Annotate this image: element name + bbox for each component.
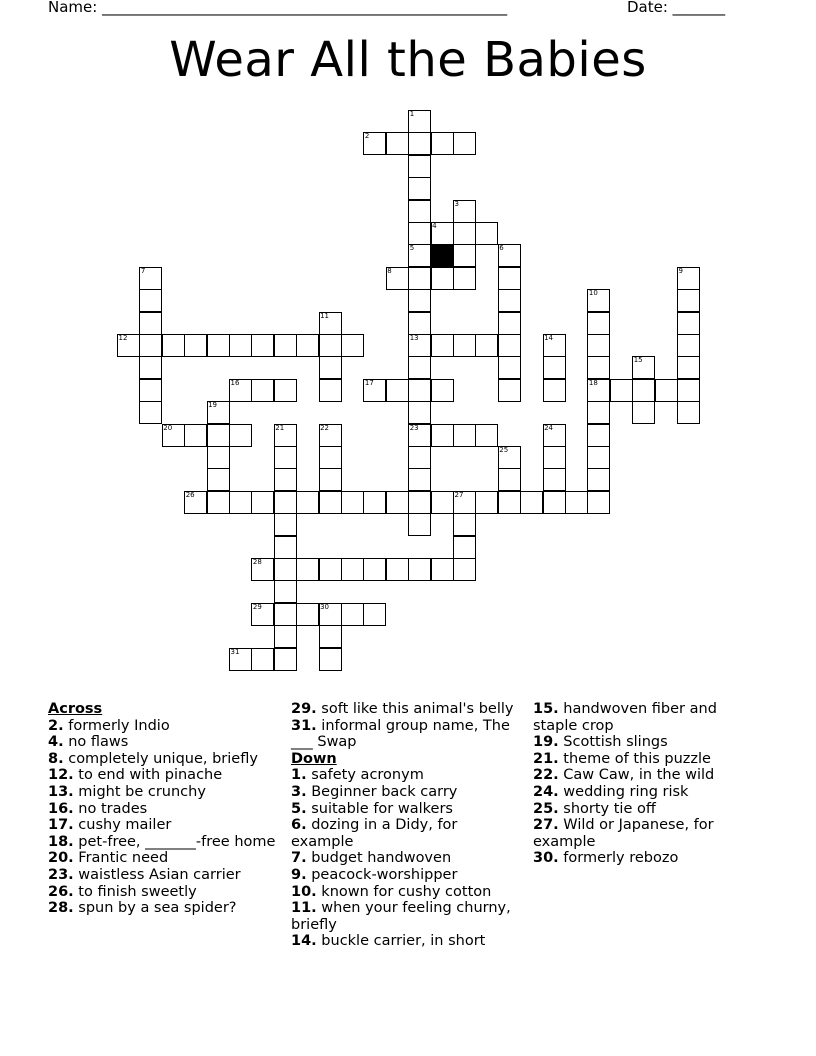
clue-text: completely unique, briefly	[68, 750, 258, 767]
clue-text: soft like this animal's belly	[321, 701, 514, 717]
grid-cell[interactable]	[498, 267, 521, 290]
grid-cell[interactable]	[408, 446, 431, 469]
clue-text: shorty tie off	[563, 800, 656, 817]
down-clue	[533, 701, 733, 734]
grid-number: 18	[588, 378, 598, 387]
grid-cell[interactable]	[408, 491, 431, 514]
grid-cell[interactable]	[587, 356, 610, 379]
grid-cell[interactable]	[139, 401, 162, 424]
grid-cell[interactable]	[363, 603, 386, 626]
grid-number: 6	[499, 244, 504, 253]
clue-text: no trades	[78, 800, 148, 817]
grid-cell[interactable]	[139, 289, 162, 312]
grid-cell[interactable]	[296, 334, 319, 357]
grid-cell[interactable]	[677, 379, 700, 402]
clue-text: budget handwoven	[311, 850, 452, 867]
grid-cell[interactable]	[139, 312, 162, 335]
grid-number: 13	[409, 334, 419, 342]
grid-cell[interactable]	[251, 491, 274, 514]
clue-text: to finish sweetly	[78, 883, 197, 900]
grid-cell[interactable]	[408, 177, 431, 200]
down-clue	[291, 817, 521, 850]
grid-cell[interactable]	[565, 491, 588, 514]
grid-cell[interactable]	[431, 267, 454, 290]
clue-text: when your feeling churny, briefly	[291, 900, 511, 933]
grid-number: 12	[118, 334, 128, 342]
grid-cell[interactable]	[475, 222, 498, 245]
clue-number: 18.	[48, 833, 74, 850]
clue-text: pet-free, _______-free home	[78, 833, 276, 850]
grid-cell[interactable]	[408, 513, 431, 536]
grid-cell[interactable]	[341, 558, 364, 581]
grid-cell[interactable]	[677, 289, 700, 312]
grid-number: 2	[364, 132, 370, 141]
grid-cell[interactable]	[162, 334, 185, 357]
grid-cell[interactable]	[498, 289, 521, 312]
grid-cell[interactable]	[453, 513, 476, 536]
grid-cell[interactable]	[431, 334, 454, 357]
grid-number: 25	[499, 446, 509, 454]
clue-number: 4.	[48, 734, 64, 751]
grid-cell[interactable]	[274, 648, 297, 671]
across-clue	[48, 718, 278, 735]
clue-text: buckle carrier, in short	[321, 933, 486, 950]
grid-number: 3	[454, 199, 459, 208]
grid-cell[interactable]	[453, 132, 476, 155]
grid-cell[interactable]	[184, 334, 207, 357]
clue-number: 24.	[533, 783, 559, 800]
clue-number: 10.	[291, 883, 317, 900]
across-clue	[48, 817, 278, 834]
grid-cell[interactable]	[386, 558, 409, 581]
clue-number: 26.	[48, 883, 74, 900]
clue-number: 20.	[48, 850, 74, 867]
grid-cell[interactable]	[274, 558, 297, 581]
clue-number: 12.	[48, 767, 74, 784]
clue-text: theme of this puzzle	[563, 750, 711, 767]
grid-cell[interactable]	[431, 379, 454, 402]
clue-text: informal group name, The ___ Swap	[291, 717, 510, 751]
clue-text: dozing in a Didy, for example	[291, 817, 458, 850]
clue-text: formerly rebozo	[563, 850, 679, 867]
clue-number: 5.	[291, 800, 307, 817]
grid-cell[interactable]	[184, 424, 207, 447]
grid-cell[interactable]	[274, 625, 297, 648]
grid-number: 21	[275, 423, 285, 432]
grid-cell[interactable]	[229, 424, 252, 447]
grid-number: 23	[409, 423, 419, 432]
grid-cell[interactable]	[475, 424, 498, 447]
grid-cell[interactable]	[408, 312, 431, 335]
down-clue	[291, 767, 521, 784]
down-clue	[291, 867, 521, 884]
clue-number: 8.	[48, 750, 64, 767]
grid-number: 24	[544, 423, 554, 432]
grid-cell[interactable]	[587, 491, 610, 514]
grid-cell[interactable]	[207, 446, 230, 469]
across-heading: Across	[48, 701, 103, 717]
grid-cell[interactable]	[587, 424, 610, 447]
grid-number: 5	[409, 244, 415, 253]
grid-cell[interactable]	[363, 491, 386, 514]
grid-number: 4	[432, 222, 437, 230]
clue-text: waistless Asian carrier	[78, 866, 241, 883]
across-clue	[48, 834, 278, 851]
clue-number: 14.	[291, 933, 317, 950]
grid-cell[interactable]	[408, 468, 431, 491]
clue-text: spun by a sea spider?	[78, 900, 237, 917]
clue-number: 3.	[291, 783, 307, 800]
grid-number: 9	[678, 266, 683, 275]
clue-text: wedding ring risk	[563, 783, 689, 800]
grid-cell[interactable]	[498, 491, 521, 514]
grid-number: 11	[320, 311, 330, 320]
clue-text: handwoven fiber and staple crop	[533, 701, 717, 734]
grid-number: 1	[409, 110, 415, 118]
across-clue	[291, 718, 521, 751]
grid-number: 20	[163, 423, 173, 432]
clue-number: 28.	[48, 900, 74, 917]
across-clue	[48, 884, 278, 901]
grid-cell[interactable]	[543, 446, 566, 469]
grid-cell[interactable]	[251, 334, 274, 357]
grid-cell[interactable]	[319, 334, 342, 357]
grid-cell[interactable]	[296, 491, 319, 514]
clue-number: 11.	[291, 900, 317, 917]
grid-cell[interactable]	[453, 536, 476, 559]
clue-text: might be crunchy	[78, 783, 206, 800]
grid-number: 19	[208, 401, 218, 410]
across-clue	[48, 801, 278, 818]
grid-cell[interactable]	[274, 379, 297, 402]
across-clue	[48, 850, 278, 867]
grid-cell[interactable]	[408, 222, 431, 245]
grid-cell[interactable]	[408, 289, 431, 312]
clue-number: 7.	[291, 850, 307, 867]
grid-cell[interactable]	[587, 446, 610, 469]
grid-cell[interactable]	[319, 558, 342, 581]
across-clue	[48, 867, 278, 884]
grid-cell[interactable]	[408, 132, 431, 155]
across-clue	[48, 734, 278, 751]
across-clue	[48, 784, 278, 801]
grid-cell[interactable]	[408, 401, 431, 424]
grid-black-square	[431, 244, 454, 267]
clue-number: 23.	[48, 866, 74, 883]
grid-number: 31	[230, 647, 240, 656]
clue-text: known for cushy cotton	[321, 883, 492, 900]
grid-cell[interactable]	[341, 491, 364, 514]
clue-number: 16.	[48, 800, 74, 817]
clue-number: 21.	[533, 750, 559, 767]
clue-number: 25.	[533, 800, 559, 817]
grid-cell[interactable]	[431, 132, 454, 155]
clue-text: cushy mailer	[78, 817, 172, 834]
grid-cell[interactable]	[319, 491, 342, 514]
grid-cell[interactable]	[251, 648, 274, 671]
grid-cell[interactable]	[274, 580, 297, 603]
grid-cell[interactable]	[498, 379, 521, 402]
clue-number: 27.	[533, 817, 559, 834]
clue-number: 31.	[291, 717, 317, 734]
grid-cell[interactable]	[341, 603, 364, 626]
clue-column-3	[533, 701, 733, 867]
grid-cell[interactable]	[677, 401, 700, 424]
grid-cell[interactable]	[677, 334, 700, 357]
clue-text: to end with pinache	[78, 767, 223, 784]
grid-number: 29	[252, 602, 262, 611]
puzzle-title: Wear All the Babies	[169, 32, 647, 88]
clue-number: 15.	[533, 701, 559, 717]
clue-text: Beginner back carry	[311, 783, 458, 800]
grid-cell[interactable]	[319, 356, 342, 379]
grid-cell[interactable]	[543, 379, 566, 402]
grid-cell[interactable]	[363, 558, 386, 581]
grid-cell[interactable]	[319, 468, 342, 491]
grid-cell[interactable]	[274, 603, 297, 626]
down-clue	[533, 817, 733, 850]
grid-cell[interactable]	[319, 446, 342, 469]
down-clue	[533, 734, 733, 751]
clue-text: peacock-worshipper	[311, 866, 458, 883]
grid-number: 15	[633, 356, 643, 365]
grid-cell[interactable]	[296, 558, 319, 581]
grid-cell[interactable]	[139, 379, 162, 402]
clue-number: 22.	[533, 767, 559, 784]
grid-cell[interactable]	[632, 401, 655, 424]
grid-cell[interactable]	[543, 491, 566, 514]
grid-cell[interactable]	[587, 468, 610, 491]
grid-cell[interactable]	[274, 513, 297, 536]
grid-cell[interactable]	[139, 356, 162, 379]
grid-cell[interactable]	[498, 312, 521, 335]
grid-cell[interactable]	[386, 491, 409, 514]
clue-number: 19.	[533, 734, 559, 751]
grid-cell[interactable]	[431, 558, 454, 581]
down-clue	[291, 900, 521, 933]
grid-cell[interactable]	[229, 491, 252, 514]
down-clue	[291, 850, 521, 867]
grid-number: 27	[454, 490, 464, 499]
grid-cell[interactable]	[453, 424, 476, 447]
clue-number: 9.	[291, 866, 307, 883]
grid-cell[interactable]	[341, 334, 364, 357]
clue-column-2	[291, 701, 521, 950]
grid-cell[interactable]	[408, 200, 431, 223]
grid-cell[interactable]	[408, 558, 431, 581]
grid-cell[interactable]	[632, 379, 655, 402]
grid-cell[interactable]	[431, 491, 454, 514]
clue-number: 30.	[533, 850, 559, 867]
down-clue	[291, 933, 521, 950]
grid-cell[interactable]	[296, 603, 319, 626]
grid-cell[interactable]	[386, 379, 409, 402]
clue-number: 29.	[291, 701, 317, 717]
grid-cell[interactable]	[543, 468, 566, 491]
clue-text: suitable for walkers	[311, 800, 453, 817]
clue-text: no flaws	[68, 734, 129, 751]
grid-number: 7	[140, 266, 146, 275]
grid-number: 8	[387, 266, 392, 275]
clue-number: 13.	[48, 783, 74, 800]
grid-cell[interactable]	[453, 244, 476, 267]
down-clue	[533, 751, 733, 768]
grid-cell[interactable]	[139, 334, 162, 357]
down-clue	[291, 884, 521, 901]
grid-cell[interactable]	[587, 401, 610, 424]
grid-cell[interactable]	[408, 155, 431, 178]
clue-number: 17.	[48, 817, 74, 834]
clue-text: Wild or Japanese, for example	[533, 817, 714, 850]
grid-number: 10	[588, 289, 598, 298]
grid-cell[interactable]	[677, 312, 700, 335]
clue-column-1	[48, 701, 278, 917]
grid-number: 16	[230, 378, 240, 387]
grid-cell[interactable]	[251, 379, 274, 402]
grid-cell[interactable]	[587, 312, 610, 335]
across-clue	[48, 751, 278, 768]
grid-number: 28	[252, 558, 262, 566]
grid-cell[interactable]	[520, 491, 543, 514]
date-field-label: Date: _______	[627, 0, 726, 16]
across-clue	[48, 767, 278, 784]
clue-text: safety acronym	[311, 767, 424, 784]
clue-number: 2.	[48, 717, 64, 734]
grid-cell[interactable]	[229, 334, 252, 357]
grid-cell[interactable]	[319, 648, 342, 671]
grid-cell[interactable]	[587, 334, 610, 357]
clue-text: Caw Caw, in the wild	[563, 767, 715, 784]
down-clue	[533, 767, 733, 784]
clue-text: formerly Indio	[68, 717, 170, 734]
down-clue	[533, 850, 733, 867]
grid-number: 22	[320, 423, 330, 432]
grid-cell[interactable]	[274, 491, 297, 514]
down-clue	[533, 784, 733, 801]
grid-cell[interactable]	[207, 424, 230, 447]
grid-cell[interactable]	[386, 132, 409, 155]
grid-cell[interactable]	[319, 625, 342, 648]
grid-cell[interactable]	[274, 536, 297, 559]
grid-cell[interactable]	[453, 222, 476, 245]
across-clue	[291, 701, 521, 718]
grid-number: 30	[320, 602, 330, 611]
grid-number: 17	[364, 378, 374, 387]
down-heading: Down	[291, 750, 337, 767]
clue-number: 1.	[291, 767, 307, 784]
grid-cell[interactable]	[498, 356, 521, 379]
down-clue	[291, 784, 521, 801]
grid-cell[interactable]	[453, 334, 476, 357]
grid-cell[interactable]	[677, 356, 700, 379]
grid-cell[interactable]	[498, 468, 521, 491]
grid-cell[interactable]	[453, 558, 476, 581]
grid-cell[interactable]	[475, 334, 498, 357]
grid-cell[interactable]	[431, 424, 454, 447]
grid-cell[interactable]	[408, 356, 431, 379]
grid-cell[interactable]	[655, 379, 678, 402]
grid-number: 14	[544, 334, 554, 342]
grid-cell[interactable]	[207, 468, 230, 491]
grid-cell[interactable]	[274, 446, 297, 469]
clue-text: Scottish slings	[563, 734, 668, 751]
grid-number: 26	[185, 490, 195, 499]
grid-cell[interactable]	[408, 267, 431, 290]
grid-cell[interactable]	[319, 379, 342, 402]
across-clue	[48, 900, 278, 917]
grid-cell[interactable]	[408, 379, 431, 402]
grid-cell[interactable]	[543, 356, 566, 379]
grid-cell[interactable]	[274, 334, 297, 357]
grid-cell[interactable]	[453, 267, 476, 290]
down-clue	[533, 801, 733, 818]
clue-text: Frantic need	[78, 850, 169, 867]
clue-number: 6.	[291, 817, 307, 834]
grid-cell[interactable]	[207, 491, 230, 514]
grid-cell[interactable]	[274, 468, 297, 491]
name-field-label: Name: ______________________________________________________	[48, 0, 508, 16]
down-clue	[291, 801, 521, 818]
grid-cell[interactable]	[207, 334, 230, 357]
grid-cell[interactable]	[610, 379, 633, 402]
grid-cell[interactable]	[475, 491, 498, 514]
grid-cell[interactable]	[498, 334, 521, 357]
